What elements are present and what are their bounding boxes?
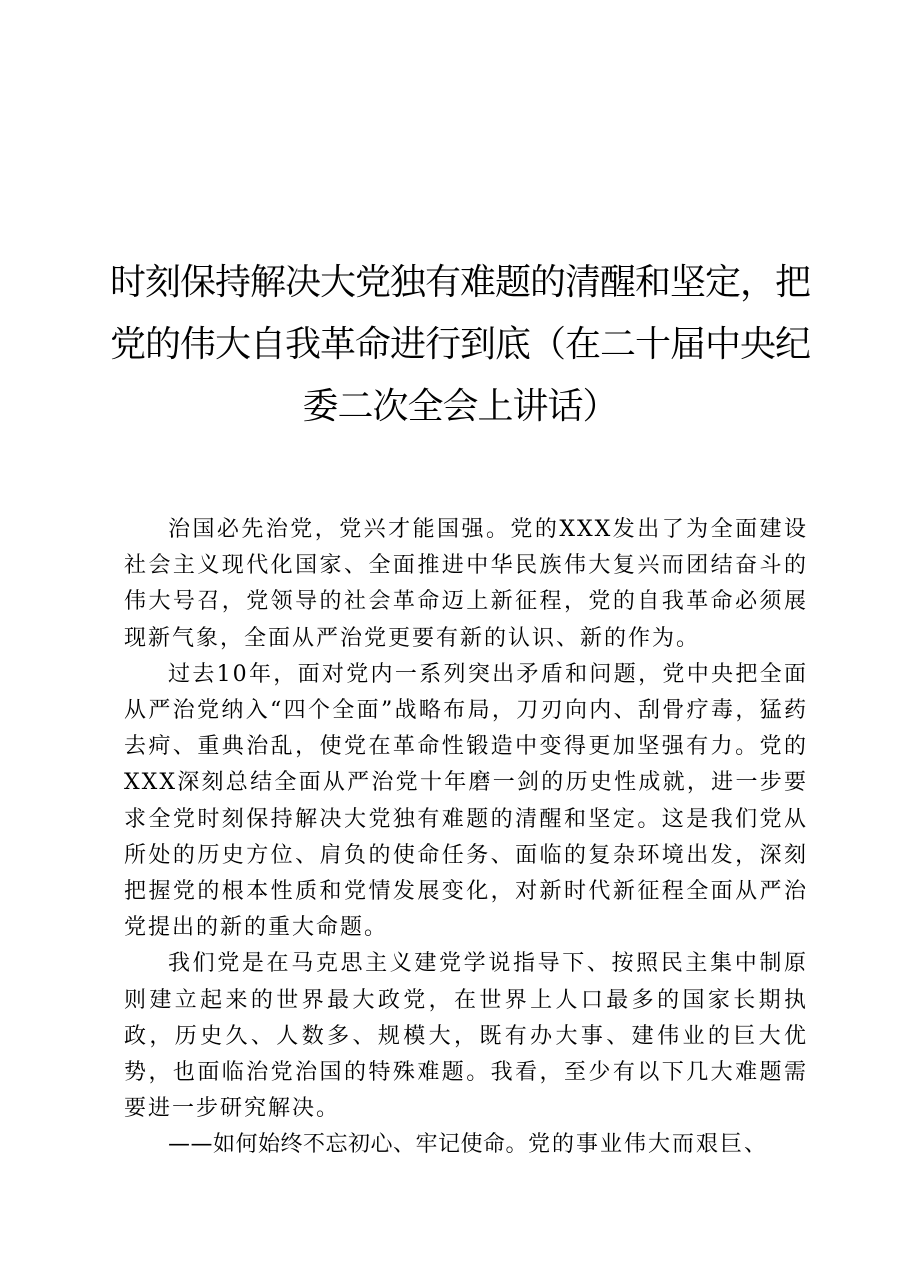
title-line: 委二次全会上讲话）: [302, 386, 618, 427]
body-paragraph: 我们党是在马克思主义建党学说指导下、按照民主集中制原则建立起来的世界最大政党，在世界上人口最多的国家长期执政，历史久、人数多、规模大，既有办大事、建伟业的巨大优势，也面临治党治国的特殊难题。我看，至少有以下几大难题需要进一步研究解决。: [124, 951, 808, 1122]
paragraph-text: 党的事业伟大而艰巨、: [528, 1132, 769, 1158]
title-line: 时刻保持解决大党独有难题的清醒和坚定，把: [110, 262, 811, 303]
document-body: [124, 512, 808, 1164]
body-paragraph: 治国必先治党，党兴才能国强。党的XXX发出了为全面建设社会主义现代化国家、全面推进中华民族伟大复兴而团结奋斗的伟大号召，党领导的社会革命迈上新征程，党的自我革命必须展现新气象，全面从严治党更要有新的认识、新的作为。: [124, 517, 808, 651]
title-line: 党的伟大自我革命进行到底（在二十届中央纪: [110, 324, 811, 365]
document-title: [110, 252, 810, 438]
paragraph-lead-heading: ——如何始终不忘初心、牢记使命。: [168, 1132, 529, 1158]
body-paragraph: 过去10年，面对党内一系列突出矛盾和问题，党中央把全面从严治党纳入“四个全面”战略布局，刀刃向内、刮骨疗毒，猛药去疴、重典治乱，使党在革命性锻造中变得更加坚强有力。党的XXX深刻总结全面从严治党十年磨一剑的历史性成就，进一步要求全党时刻保持解决大党独有难题的清醒和坚定。这是我们党从所处的历史方位、肩负的使命任务、面临的复杂环境出发，深刻把握党的根本性质和党情发展变化，对新时代新征程全面从严治党提出的新的重大命题。: [124, 661, 808, 941]
body-paragraph-last: [124, 1127, 808, 1163]
